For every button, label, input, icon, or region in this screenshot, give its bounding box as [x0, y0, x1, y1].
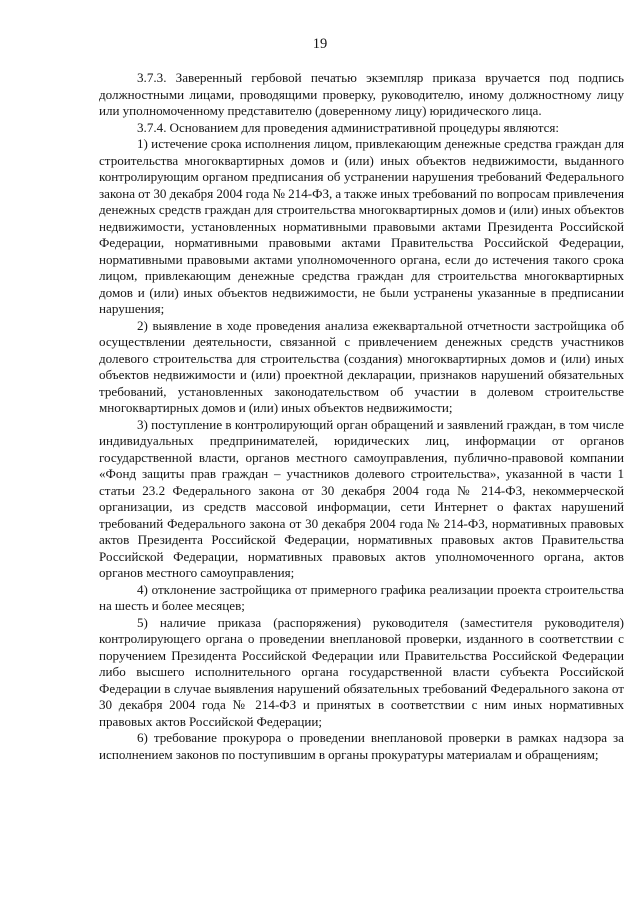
page-number: 19	[312, 36, 328, 52]
document-body	[99, 70, 624, 763]
paragraph-3-7-4: 3.7.4. Основанием для проведения административной процедуры являются:	[137, 119, 560, 135]
list-item-5: 5) наличие приказа (распоряжения) руководителя (заместителя руководителя) контролирующего органа о проведении внеплановой проверки, изданного в соответствии с поручением Президента Российской Федерации или Правительства Российской Федерации либо высшего исполнительного органа государственной власти субъекта Российской Федерации в случае выявления нарушений обязательных требований Федерального закона от 30 декабря 2004 года № 214-ФЗ и принятых в соответствии с ним иных нормативных правовых актов Российской Федерации;	[99, 614, 624, 729]
list-item-4: 4) отклонение застройщика от примерного графика реализации проекта строительства на шесть и более месяцев;	[99, 581, 624, 613]
paragraph-3-7-3: 3.7.3. Заверенный гербовой печатью экземпляр приказа вручается под подпись должностными лицами, проводящими проверку, руководителю, иному должностному лицу или уполномоченному представителю (доверенному лицу) юридического лица.	[99, 70, 624, 118]
list-item-3: 3) поступление в контролирующий орган обращений и заявлений граждан, в том числе индивидуальных предпринимателей, юридических лиц, информации от органов государственной власти, органов местного самоуправления, публично-правовой компании «Фонд защиты прав граждан – участников долевого строительства», указанной в части 1 статьи 23.2 Федерального закона от 30 декабря 2004 года № 214-ФЗ, некоммерческой организации, из средств массовой информации, сети Интернет о фактах нарушений требований Федерального закона от 30 декабря 2004 года № 214-ФЗ, нормативных правовых актов Президента Российской Федерации, нормативных правовых актов Правительства Российской Федерации, нормативных правовых актов уполномоченного органа, актов органов местного самоуправления;	[99, 416, 624, 580]
list-item-6: 6) требование прокурора о проведении внеплановой проверки в рамках надзора за исполнением законов по поступившим в органы прокуратуры материалам и обращениям;	[99, 730, 624, 762]
list-item-1: 1) истечение срока исполнения лицом, привлекающим денежные средства граждан для строительства многоквартирных домов и (или) иных объектов недвижимости, выданного контролирующим органом предписания об устранении нарушения требований Федерального закона от 30 декабря 2004 года № 214-ФЗ, а также иных требований по вопросам привлечения денежных средств граждан для строительства многоквартирных домов и (или) иных объектов недвижимости, установленных нормативными правовыми актами Президента Российской Федерации, нормативными правовыми актами Правительства Российской Федерации, нормативными правовыми актами уполномоченного органа, если до истечения такого срока лицом, привлекающим денежные средства граждан для строительства многоквартирных домов и (или) иных объектов недвижимости, не были устранены указанные в предписании нарушения;	[99, 136, 624, 316]
list-item-2: 2) выявление в ходе проведения анализа ежеквартальной отчетности застройщика об осуществлении деятельности, связанной с привлечением денежных средств участников долевого строительства для строительства (создания) многоквартирных домов и (или) иных объектов недвижимости и (или) проектной декларации, признаков нарушений обязательных требований, установленных законодательством об участии в долевом строительстве многоквартирных домов и (или) иных объектов недвижимости;	[99, 317, 624, 415]
